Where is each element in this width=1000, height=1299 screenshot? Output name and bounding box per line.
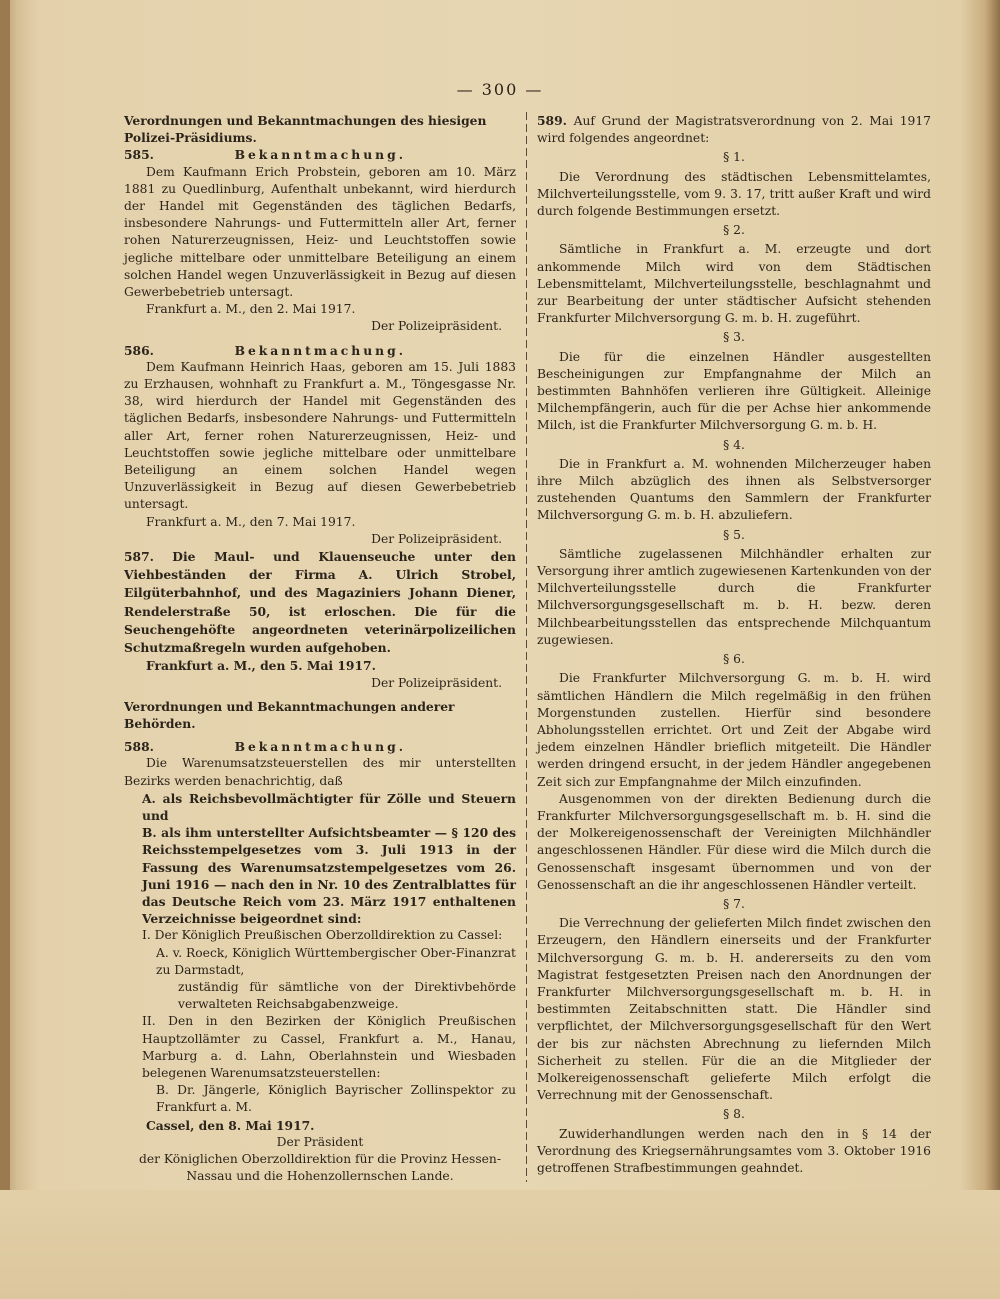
notice-586-header bbox=[124, 342, 516, 359]
notice-number: 585. bbox=[124, 147, 154, 163]
notice-585-header bbox=[124, 146, 516, 163]
notice-588-item-a: A. als Reichsbevollmächtigter für Zölle und Steuern und bbox=[142, 790, 516, 823]
paragraph-sign: § 4. bbox=[723, 437, 745, 452]
notice-585-body: Dem Kaufmann Erich Probstein, geboren am 10. März 1881 zu Quedlinburg, Aufenthalt unbekannt, wird hierdurch der Handel mit Gegenständen des täglichen Bedarfs, insbesondere Nahrungs- und Futtermitteln aller Art, ferner rohen Naturerzeugnissen, Heiz- und Leuchtstoffen sowie jegliche mittelbare oder unmittelbare Beteiligung an einem solchen Handel wegen Unzuverlässigkeit in Bezug auf diesen Gewerbebetrieb untersagt. bbox=[124, 164, 516, 300]
notice-589-intro: Auf Grund der Magistratsverordnung von 2. Mai 1917 wird folgendes angeordnet: bbox=[537, 114, 931, 146]
notice-588-date: Cassel, den 8. Mai 1917. bbox=[146, 1117, 315, 1133]
notice-588-signature-office: der Königlichen Oberzolldirektion für die Provinz Hessen-Nassau und die Hohenzollernschen Lande. bbox=[138, 1151, 502, 1184]
notice-588-header bbox=[124, 738, 516, 755]
left-column bbox=[124, 112, 516, 1185]
paragraph-text: Die für die einzelnen Händler ausgestellten Bescheinigungen zur Empfangnahme der Milch an bestimmten Bahnhöfen verlieren ihre Gültigkeit. Alleinige Milchempfängerin, auch für die per Achse hier ankommende Milch, ist die Frankfurter Milchversorgung G. m. b. H. bbox=[537, 349, 931, 433]
notice-heading: Bekanntmachung. bbox=[234, 739, 406, 755]
page-bottom-margin bbox=[0, 1190, 1000, 1299]
paragraph-text: Die Frankfurter Milchversorgung G. m. b. H. wird sämtlichen Händlern die Milch regelmäßig in den frühen Morgenstunden zustellen. Hierfür sind besondere Abholungsstellen errichtet. Ort und Zeit der Abgabe wird jedem einzelnen Händler brieflich mitgeteilt. Die Händler werden dringend ersucht, in der jedem Händler angegebenen Zeit sich zur Empfangnahme der Milch einzufinden. bbox=[537, 671, 931, 789]
notice-589-paragraphs bbox=[537, 149, 931, 1177]
notice-587 bbox=[124, 548, 516, 657]
notice-585-signature: Der Polizeipräsident. bbox=[371, 319, 502, 334]
paragraph-text: Zuwiderhandlungen werden nach den in § 14 der Verordnung des Kriegsernährungsamtes vom 3. Oktober 1916 getroffenen Strafbestimmungen geahndet. bbox=[537, 1126, 931, 1175]
notice-heading: Bekanntmachung. bbox=[234, 342, 406, 358]
paragraph-text: Sämtliche in Frankfurt a. M. erzeugte und dort ankommende Milch wird von dem Städtischen Lebensmittelamt, Milchverteilungsstelle, beschlagnahmt und zur Bearbeitung der unter städtischer Aufsicht stehenden Frankfurter Milchversorgung G. m. b. H. zugeführt. bbox=[537, 242, 931, 326]
paragraph-text: Die Verordnung des städtischen Lebensmittelamtes, Milchverteilungsstelle, vom 9. 3. 17, tritt außer Kraft und wird durch folgende Bestimmungen ersetzt. bbox=[537, 169, 931, 219]
notice-number: 588. bbox=[124, 739, 154, 755]
notice-number: 587. bbox=[124, 549, 154, 565]
paragraph-text: Ausgenommen von der direkten Bedienung durch die Frankfurter Milchversorgungsgesellschaft m. b. H. sind die der Molkereigenossenschaft der Vereinigten Milchhändler angeschlossenen Händler. Für diese wird die Milch durch die Genossenschaft insgesamt übernommen und von der Genossenschaft an die ihr angeschlossenen Händler verteilt. bbox=[537, 791, 931, 892]
column-divider bbox=[526, 112, 527, 1182]
paragraph-sign: § 7. bbox=[723, 896, 745, 911]
notice-number: 589. bbox=[537, 113, 567, 128]
notice-587-signature: Der Polizeipräsident. bbox=[371, 675, 502, 690]
notice-588-intro: Die Warenumsatzsteuerstellen des mir unterstellten Bezirks werden benachrichtig, daß bbox=[124, 756, 516, 788]
notice-588-item-i-a-scope: zuständig für sämtliche von der Direktivbehörde verwalteten Reichsabgabenzweige. bbox=[178, 979, 516, 1012]
section-title-other-authorities: Verordnungen und Bekanntmachungen anderer Behörden. bbox=[124, 698, 455, 731]
notice-588-item-i: I. Der Königlich Preußischen Oberzolldirektion zu Cassel: bbox=[142, 928, 503, 943]
paragraph-sign: § 3. bbox=[723, 330, 745, 345]
paragraph-sign: § 8. bbox=[723, 1107, 745, 1122]
notice-587-date: Frankfurt a. M., den 5. Mai 1917. bbox=[146, 658, 376, 674]
page-number: — 300 — bbox=[456, 80, 544, 99]
notice-589-intro-block bbox=[537, 112, 931, 147]
paragraph-sign: § 6. bbox=[723, 652, 745, 667]
paragraph-text: Die in Frankfurt a. M. wohnenden Milcherzeuger haben ihre Milch abzüglich des ihnen als Selbstversorger zustehenden Quantums den Sammlern der Frankfurter Milchversorgung G. m. b. H. abzuliefern. bbox=[537, 456, 931, 523]
notice-585-date: Frankfurt a. M., den 2. Mai 1917. bbox=[146, 302, 356, 317]
paragraph-sign: § 2. bbox=[723, 223, 745, 238]
notice-588-item-b: B. als ihm unterstellter Aufsichtsbeamter — § 120 des Reichsstempelgesetzes vom 3. Juli 1913 in der Fassung des Warenumsatzstempelgesetzes vom 26. Juni 1916 — nach den in Nr. 10 des Zentralblattes für das Deutsche Reich vom 23. März 1917 enthaltenen Verzeichnisse beigeordnet sind: bbox=[142, 825, 516, 927]
page-binding-edge bbox=[0, 0, 10, 1299]
notice-number: 586. bbox=[124, 342, 154, 358]
paragraph-text: Sämtliche zugelassenen Milchhändler erhalten zur Versorgung ihrer amtlich zugewiesenen Kartenkunden von der Milchverteilungsstelle durch die Frankfurter Milchversorgungsgesellschaft m. b. H. bezw. deren Milchbearbeitungsstellen das entsprechende Milchquantum zugewiesen. bbox=[537, 546, 931, 647]
notice-587-body: Die Maul- und Klauenseuche unter den Viehbeständen der Firma A. Ulrich Strobel, Eilgüterbahnhof, und des Magaziniers Johann Diener, Rendelerstraße 50, ist erloschen. Die für die Seuchengehöfte angeordneten veterinärpolizeilichen Schutzmaßregeln wurden aufgehoben. bbox=[124, 549, 516, 656]
notice-586-signature: Der Polizeipräsident. bbox=[371, 531, 502, 546]
notice-586-body: Dem Kaufmann Heinrich Haas, geboren am 15. Juli 1883 zu Erzhausen, wohnhaft zu Frankfurt a. M., Töngesgasse Nr. 38, wird hierdurch der Handel mit Gegenständen des täglichen Bedarfs, insbesondere Nahrungs- und Futtermitteln aller Art, ferner rohen Naturerzeugnissen, Heiz- und Leuchtstoffen sowie jegliche mittelbare oder unmittelbare Beteiligung an einem solchen Handel wegen Unzuverlässigkeit in Bezug auf diesen Gewerbebetrieb untersagt. bbox=[124, 359, 516, 512]
section-title-police: Verordnungen und Bekanntmachungen des hiesigen Polizei-Präsidiums. bbox=[124, 113, 487, 146]
notice-588-signature-title: Der Präsident bbox=[276, 1134, 364, 1149]
notice-588-item-ii: II. Den in den Bezirken der Königlich Preußischen Hauptzollämter zu Cassel, Frankfurt a. M., Hanau, Marburg a. d. Lahn, Oberlahnstein und Wiesbaden belegenen Warenumsatzsteuerstellen: bbox=[142, 1014, 516, 1080]
paragraph-sign: § 5. bbox=[723, 527, 745, 542]
notice-588-item-ii-b: B. Dr. Jängerle, Königlich Bayrischer Zollinspektor zu Frankfurt a. M. bbox=[156, 1083, 516, 1115]
paragraph-text: Die Verrechnung der gelieferten Milch findet zwischen den Erzeugern, den Händlern einerseits und der Frankfurter Milchversorgung G. m. b. H. andererseits zu den vom Magistrat festgesetzten Preisen nach den Anordnungen der Frankfurter Milchversorgungsgesellschaft m. b. H. in bestimmten Zeitabschnitten statt. Die Händler sind verpflichtet, der Milchversorgungsgesellschaft für den Wert der bis zur nächsten Abrechnung zu liefernden Milch Sicherheit zu stellen. Für die an die Mitglieder der Molkereigenossenschaft gelieferte Milch erfolgt die Verrechnung mit der Genossenschaft. bbox=[537, 916, 931, 1103]
notice-586-date: Frankfurt a. M., den 7. Mai 1917. bbox=[146, 514, 356, 529]
notice-588-item-i-a: A. v. Roeck, Königlich Württembergischer Ober-Finanzrat zu Darmstadt, bbox=[156, 945, 516, 977]
paragraph-sign: § 1. bbox=[723, 150, 745, 165]
notice-heading: Bekanntmachung. bbox=[234, 147, 406, 163]
right-column bbox=[537, 112, 931, 1177]
